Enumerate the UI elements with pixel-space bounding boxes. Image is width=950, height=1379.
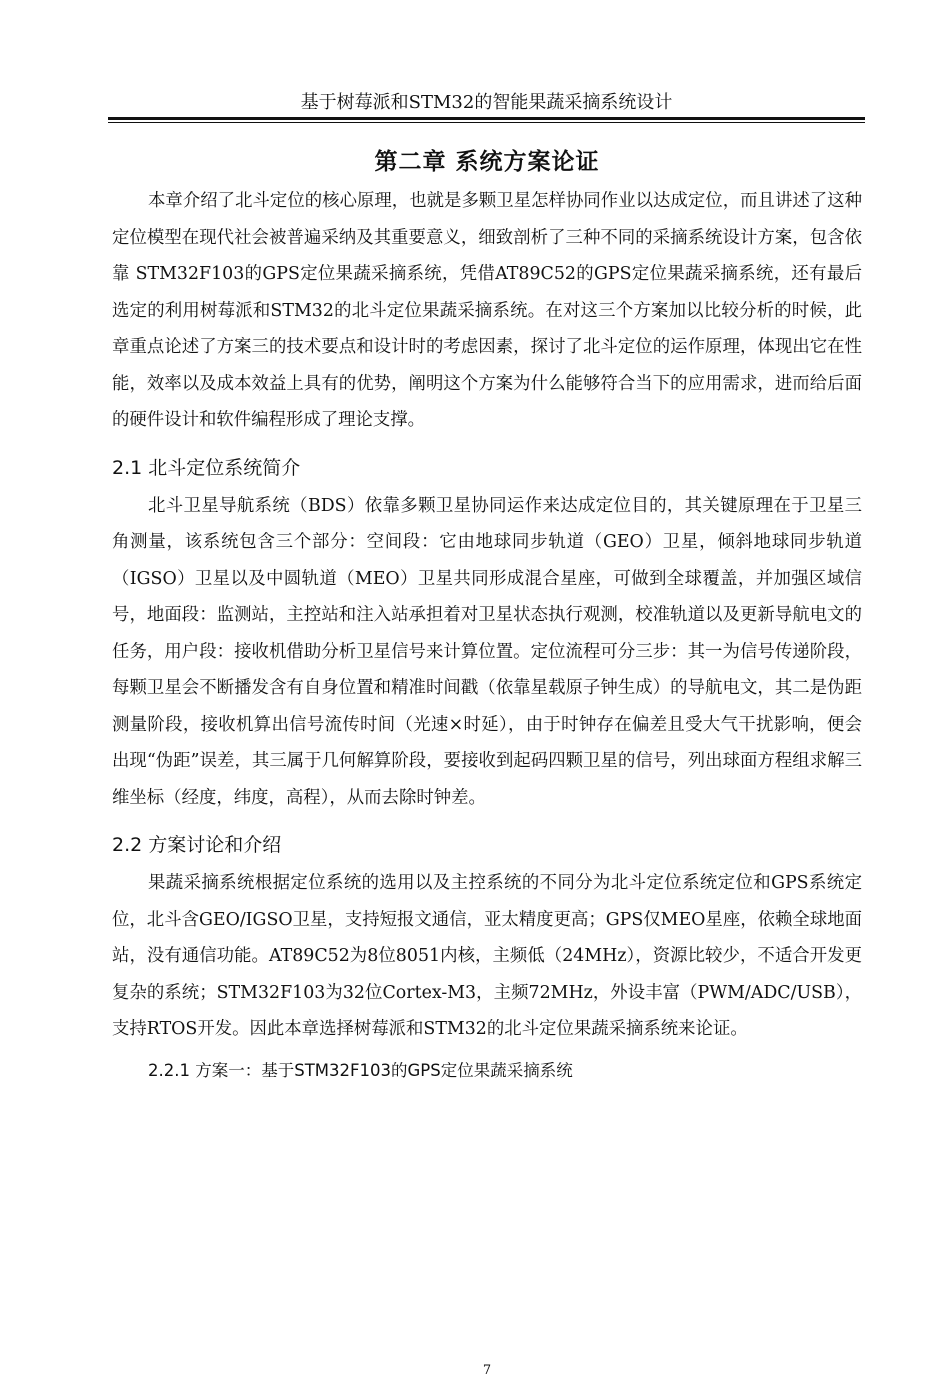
- chapter-title: 第二章 系统方案论证: [374, 149, 600, 175]
- page-number: 7: [482, 1363, 492, 1378]
- header-rule-thin: [108, 122, 865, 123]
- page-body: [112, 145, 862, 1378]
- section-2-2-paragraph: 果蔬采摘系统根据定位系统的选用以及主控系统的不同分为北斗定位系统定位和GPS系统定位，北斗含GEO/IGSO卫星，支持短报文通信，亚太精度更高；GPS仅MEO星座，依赖全球地面站，没有通信功能。AT89C52为8位8051内核，主频低（24MHz），资源比较少，不适合开发更复杂的系统；STM32F103为32位Cortex-M3，主频72MHz，外设丰富（PWM/ADC/USB），支持RTOS开发。因此本章选择树莓派和STM32的北斗定位果蔬采摘系统来论证。: [112, 873, 862, 1039]
- header-rule: [108, 117, 865, 120]
- chapter-intro-paragraph: 本章介绍了北斗定位的核心原理，也就是多颗卫星怎样协同作业以达成定位，而且讲述了这种定位模型在现代社会被普遍采纳及其重要意义，细致剖析了三种不同的采摘系统设计方案，包含依靠 STM32F103的GPS定位果蔬采摘系统，凭借AT89C52的GPS定位果蔬采摘系统，还有最后选定的利用树莓派和STM32的北斗定位果蔬采摘系统。在对这三个方案加以比较分析的时候，此章重点论述了方案三的技术要点和设计时的考虑因素，探讨了北斗定位的运作原理，体现出它在性能，效率以及成本效益上具有的优势，阐明这个方案为什么能够符合当下的应用需求，进而给后面的硬件设计和软件编程形成了理论支撑。: [112, 191, 862, 430]
- running-header: 基于树莓派和STM32的智能果蔬采摘系统设计: [300, 92, 673, 113]
- section-heading-2-1: 2.1 北斗定位系统简介: [112, 456, 301, 479]
- section-2-1-paragraph: 北斗卫星导航系统（BDS）依靠多颗卫星协同运作来达成定位目的，其关键原理在于卫星三角测量，该系统包含三个部分：空间段：它由地球同步轨道（GEO）卫星，倾斜地球同步轨道（IGSO）卫星以及中圆轨道（MEO）卫星共同形成混合星座，可做到全球覆盖，并加强区域信号，地面段：监测站，主控站和注入站承担着对卫星状态执行观测，校准轨道以及更新导航电文的任务，用户段：接收机借助分析卫星信号来计算位置。定位流程可分三步：其一为信号传递阶段，每颗卫星会不断播发含有自身位置和精准时间戳（依靠星载原子钟生成）的导航电文，其二是伪距测量阶段，接收机算出信号流传时间（光速×时延），由于时钟存在偏差且受大气干扰影响，便会出现“伪距”误差，其三属于几何解算阶段，要接收到起码四颗卫星的信号，列出球面方程组求解三维坐标（经度，纬度，高程），从而去除时钟差。: [112, 495, 862, 808]
- subsection-heading-2-2-1: 2.2.1 方案一：基于STM32F103的GPS定位果蔬采摘系统: [148, 1060, 573, 1080]
- section-heading-2-2: 2.2 方案讨论和介绍: [112, 834, 282, 856]
